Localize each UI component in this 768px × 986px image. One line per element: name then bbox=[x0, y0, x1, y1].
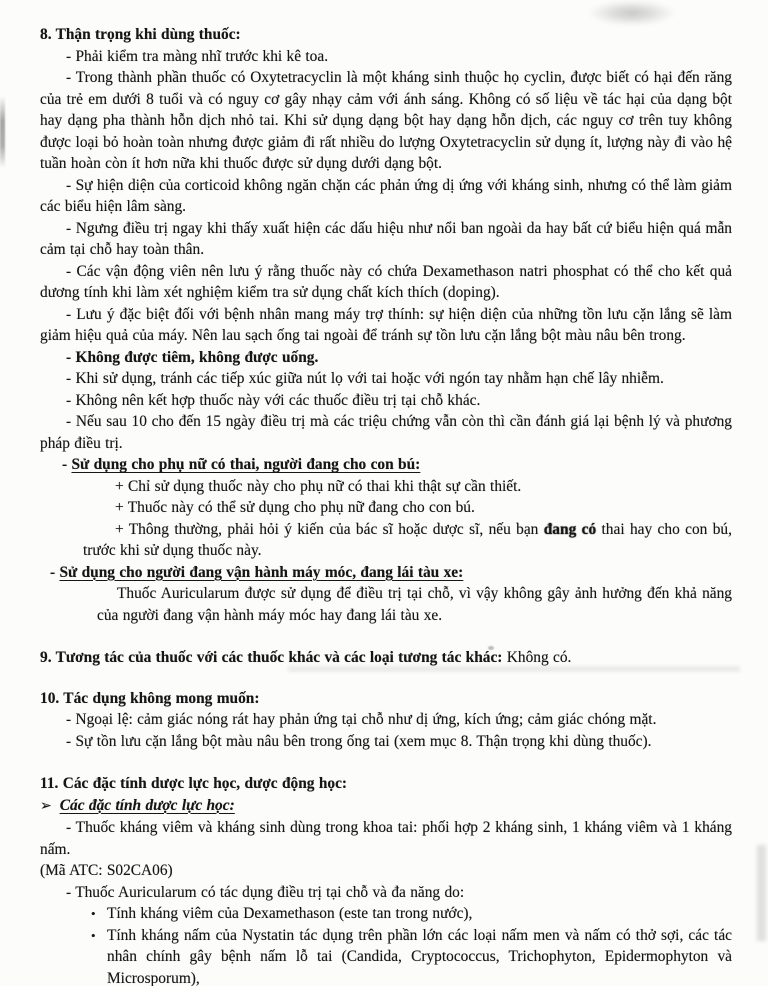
paragraph-avoid-contact: - Khi sử dụng, tránh các tiếp xúc giữa nút lọ với tai hoặc với ngón tay nhằm hạn chế lây nhiễm. bbox=[66, 370, 664, 387]
section-8-heading: 8. Thận trọng khi dùng thuốc: bbox=[40, 26, 241, 43]
ask-doctor-text-end: thai hay cho con bú, trước khi sử dụng thuốc này. bbox=[83, 520, 732, 559]
section-9-heading-bold: 9. Tương tác của thuốc với các thuốc khác và các loại tương tác khác: bbox=[40, 649, 503, 666]
driving-dash: - bbox=[50, 563, 60, 581]
scan-streak-artifact bbox=[288, 666, 740, 672]
section-precautions bbox=[40, 24, 732, 626]
subheading-driving bbox=[40, 562, 732, 584]
bullet-icon: • bbox=[91, 906, 96, 921]
bullet-icon: • bbox=[91, 927, 96, 943]
scan-smudge-left-edge bbox=[0, 96, 5, 168]
pharmacodynamics-heading-text: Các đặc tính dược lực học: bbox=[59, 796, 235, 814]
paragraph-exception: - Ngoại lệ: cảm giác nóng rát hay phản ứng tại chỗ như dị ứng, kích ứng; cảm giác chóng mặt. bbox=[66, 711, 657, 728]
dexamethason-text: Tính kháng viêm của Dexamethason (este tan trong nước), bbox=[107, 905, 473, 922]
paragraph-residue: - Sự tồn lưu cặn lắng bột màu nâu bên trong ống tai (xem mục 8. Thận trọng khi dùng thuốc). bbox=[66, 732, 652, 750]
arrowhead-bullet-icon: ➢ bbox=[40, 798, 52, 814]
scan-dot-artifact bbox=[488, 646, 494, 650]
paragraph-no-inject-no-drink: - Không được tiêm, không được uống. bbox=[66, 348, 319, 366]
paragraph-atc-code: (Mã ATC: S02CA06) bbox=[40, 862, 173, 879]
ask-doctor-smudged-word: đang có bbox=[543, 520, 597, 538]
paragraph-reassess: - Nếu sau 10 cho đến 15 ngày điều trị mà các triệu chứng vẫn còn thì cần đánh giá lại bệnh lý và phương pháp điều trị. bbox=[40, 413, 732, 452]
scan-smudge-top bbox=[588, 0, 676, 26]
paragraph-combination: - Thuốc kháng viêm và kháng sinh dùng trong khoa tai: phối hợp 2 kháng sinh, 1 kháng viêm và 1 kháng nấm. bbox=[40, 819, 732, 858]
nystatin-text: Tính kháng nấm của Nystatin tác dụng trên phần lớn các loại nấm men và nấm có thở sợi, các tác nhân chính gây bệnh nấm lỗ tai (Candida, Cryptococcus, Trichophyton, Epidermophyton và Microsporum), bbox=[107, 926, 732, 986]
paragraph-driving-effect: Thuốc Auricularum được sử dụng để điều trị tại chỗ, vì vậy không gây ảnh hưởng đến khả năng của người đang vận hành máy móc hay đang lái tàu xe. bbox=[97, 585, 732, 624]
paragraph-athletes-doping: - Các vận động viên nên lưu ý rằng thuốc này có chứa Dexamethason natri phosphat có thể cho kết quả dương tính khi làm xét nghiệm kiểm tra sử dụng chất kích thích (doping). bbox=[40, 262, 732, 301]
subheading-pregnancy bbox=[40, 454, 732, 476]
paragraph-hearing-aid: - Lưu ý đặc biệt đối với bệnh nhân mang máy trợ thính: sự hiện diện của những tồn lưu cặn lắng sẽ làm giảm hiệu quả của máy. Nên lau sạch ống tai ngoài để tránh sự tồn lưu cặn lắng bột màu nâu bên trong. bbox=[40, 305, 732, 344]
section-side-effects bbox=[40, 688, 732, 753]
paragraph-oxytetracyclin: - Trong thành phần thuốc có Oxytetracyclin là một kháng sinh thuộc họ cyclin, được biết có hại đến răng của trẻ em dưới 8 tuổi và có nguy cơ gây nhạy cảm với ánh sáng. Không có số liệu về tác hại của dạng bột hay dạng pha thành hỗn dịch nhỏ tai. Khi sử dụng dạng bột hay dạng hỗn dịch, các nguy cơ trên tuy không được loại bỏ hoàn toàn nhưng được giảm đi rất nhiều do lượng Oxytetracyclin sử dụng ít, lượng này đi vào hệ tuần hoàn còn ít hơn nữa khi thuốc được sử dụng dưới dạng bột. bbox=[40, 69, 732, 172]
ask-doctor-text-start: + Thông thường, phải hỏi ý kiến của bác sĩ hoặc dược sĩ, nếu bạn bbox=[115, 520, 544, 538]
scan-smudge-right-edge bbox=[757, 845, 766, 941]
pregnancy-dash: - bbox=[62, 456, 72, 473]
section-11-heading: 11. Các đặc tính dược lực học, dược động học: bbox=[40, 775, 348, 792]
paragraph-stop-treatment: - Ngưng điều trị ngay khi thấy xuất hiện các dấu hiệu như nổi ban ngoài da hay bất cứ biểu hiện quá mẫn cảm tại chỗ hay toàn thân. bbox=[40, 219, 732, 258]
pregnancy-heading-text: Sử dụng cho phụ nữ có thai, người đang cho con bú: bbox=[71, 456, 421, 473]
section-pharmacology bbox=[40, 773, 732, 986]
paragraph-no-combine: - Không nên kết hợp thuốc này với các thuốc điều trị tại chỗ khác. bbox=[66, 391, 481, 409]
paragraph-corticoid: - Sự hiện diện của corticoid không ngăn chặn các phản ứng dị ứng với kháng sinh, nhưng có thể làm giảm các biểu hiện lâm sàng. bbox=[40, 176, 732, 215]
paragraph-multi-action: - Thuốc Auricularum có tác dụng điều trị tại chỗ và đa năng do: bbox=[66, 883, 465, 901]
list-item-nystatin bbox=[91, 925, 732, 986]
paragraph-pregnant-only-necessary: + Chỉ sử dụng thuốc này cho phụ nữ có thai khi thật sự cần thiết. bbox=[115, 477, 522, 495]
section-10-heading: 10. Tác dụng không mong muốn: bbox=[40, 689, 260, 707]
subheading-pharmacodynamics bbox=[40, 795, 732, 818]
driving-heading-text: Sử dụng cho người đang vận hành máy móc, đang lái tàu xe: bbox=[59, 563, 464, 581]
paragraph-breastfeeding-ok: + Thuốc này có thể sử dụng cho phụ nữ đang cho con bú. bbox=[115, 499, 475, 516]
paragraph-ask-doctor bbox=[83, 519, 732, 562]
list-item-dexamethason bbox=[91, 903, 732, 925]
section-9-heading-value: Không có. bbox=[502, 649, 572, 666]
paragraph-check-eardrum: - Phải kiểm tra màng nhĩ trước khi kê toa. bbox=[66, 47, 329, 65]
